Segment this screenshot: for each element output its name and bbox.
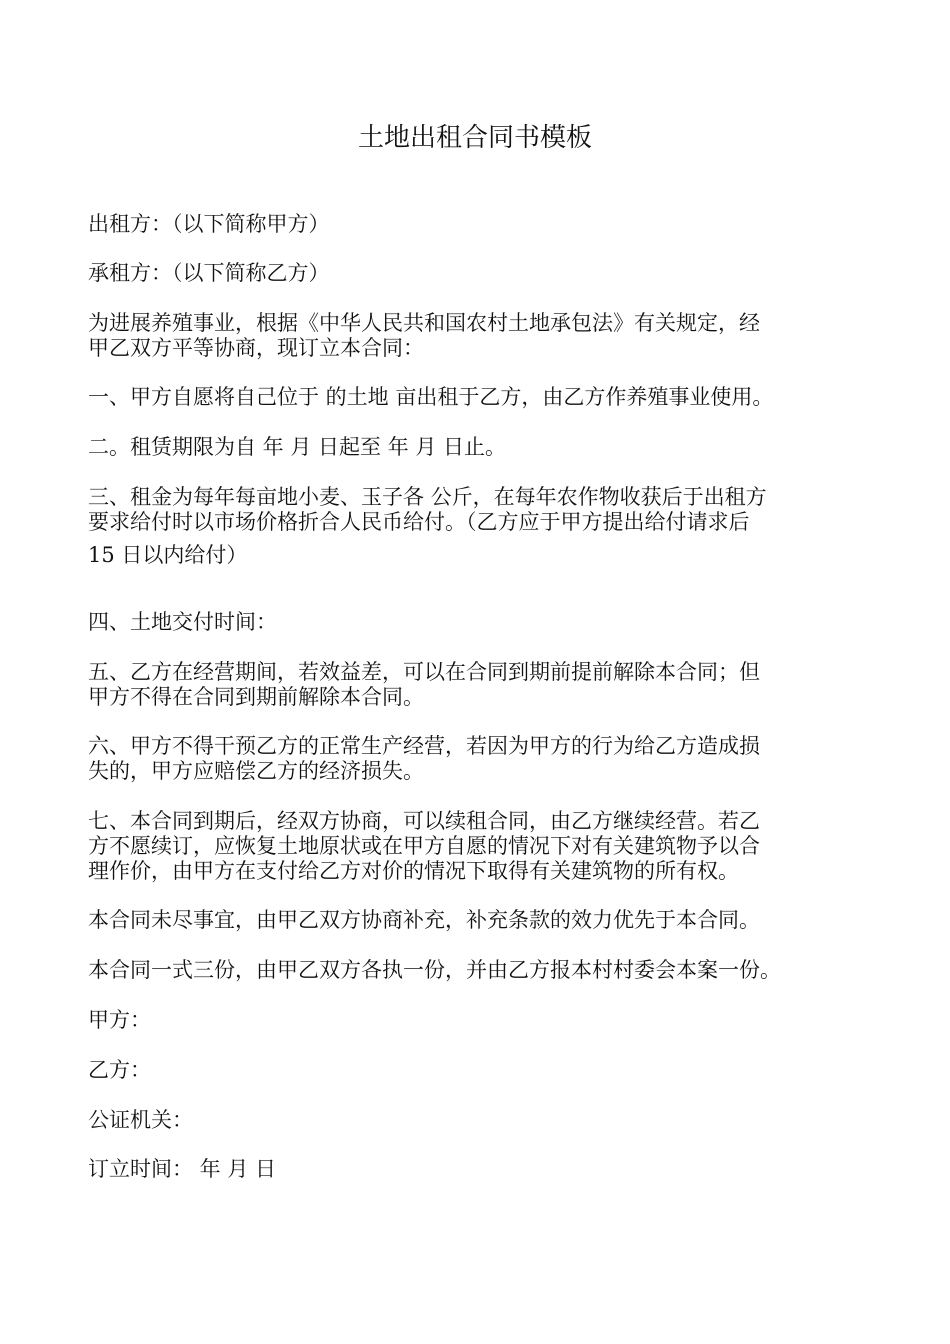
- text-line: 本合同未尽事宜，由甲乙双方协商补充，补充条款的效力优先于本合同。: [88, 908, 760, 932]
- clause-2-paragraph: [88, 435, 868, 460]
- party-b-signature: [88, 1058, 868, 1083]
- text-line: 出租方：（以下简称甲方）: [88, 212, 330, 236]
- notary-office: [88, 1108, 868, 1133]
- text-line: 公证机关：: [88, 1108, 193, 1132]
- clause-1-paragraph: [88, 385, 868, 410]
- text-line: 要求给付时以市场价格折合人民币给付。（乙方应于甲方提出给付请求后: [88, 510, 750, 534]
- clause-7-paragraph: [88, 809, 868, 884]
- text-line: 四、土地交付时间：: [88, 610, 277, 634]
- party-a-signature: [88, 1008, 868, 1033]
- clause-6-paragraph: [88, 734, 868, 784]
- clause-3-paragraph: [88, 485, 868, 568]
- text-line: 六、甲方不得干预乙方的正常生产经营，若因为甲方的行为给乙方造成损: [88, 734, 760, 758]
- text-line: 订立时间： 年 月 日: [88, 1157, 277, 1181]
- lessee-line: [88, 261, 868, 286]
- text-line: 一、甲方自愿将自己位于 的土地 亩出租于乙方，由乙方作养殖事业使用。: [88, 385, 774, 409]
- copies-paragraph: [88, 958, 868, 983]
- supplement-paragraph: [88, 908, 868, 933]
- text-line: 甲乙双方平等协商，现订立本合同：: [88, 336, 424, 360]
- clause-4-paragraph: [88, 610, 868, 635]
- text-line: 甲方：: [88, 1008, 151, 1032]
- text-line: 五、乙方在经营期间，若效益差，可以在合同到期前提前解除本合同；但: [88, 660, 760, 684]
- text-line: 承租方：（以下简称乙方）: [88, 261, 330, 285]
- text-line: 为进展养殖事业，根据《中华人民共和国农村土地承包法》有关规定，经: [88, 311, 760, 335]
- text-line: 二。租赁期限为自 年 月 日起至 年 月 日止。: [88, 435, 507, 459]
- text-line: 失的，甲方应赔偿乙方的经济损失。: [88, 759, 424, 783]
- text-line: 七、本合同到期后，经双方协商，可以续租合同，由乙方继续经营。若乙: [88, 809, 760, 833]
- text-line: 三、租金为每年每亩地小麦、玉子各 公斤，在每年农作物收获后于出租方: [88, 485, 767, 509]
- preamble-paragraph: [88, 311, 868, 361]
- signing-date: [88, 1157, 868, 1182]
- text-line: 15 日以内给付）: [88, 543, 248, 567]
- text-line: 理作价，由甲方在支付给乙方对价的情况下取得有关建筑物的所有权。: [88, 859, 739, 883]
- document-title: 土地出租合同书模板: [357, 123, 592, 153]
- text-line: 甲方不得在合同到期前解除本合同。: [88, 685, 424, 709]
- clause-5-paragraph: [88, 660, 868, 710]
- text-line: 乙方：: [88, 1058, 151, 1082]
- lessor-line: [88, 212, 868, 237]
- text-line: 本合同一式三份，由甲乙双方各执一份，并由乙方报本村村委会本案一份。: [88, 958, 781, 982]
- text-line: 方不愿续订，应恢复土地原状或在甲方自愿的情况下对有关建筑物予以合: [88, 834, 760, 858]
